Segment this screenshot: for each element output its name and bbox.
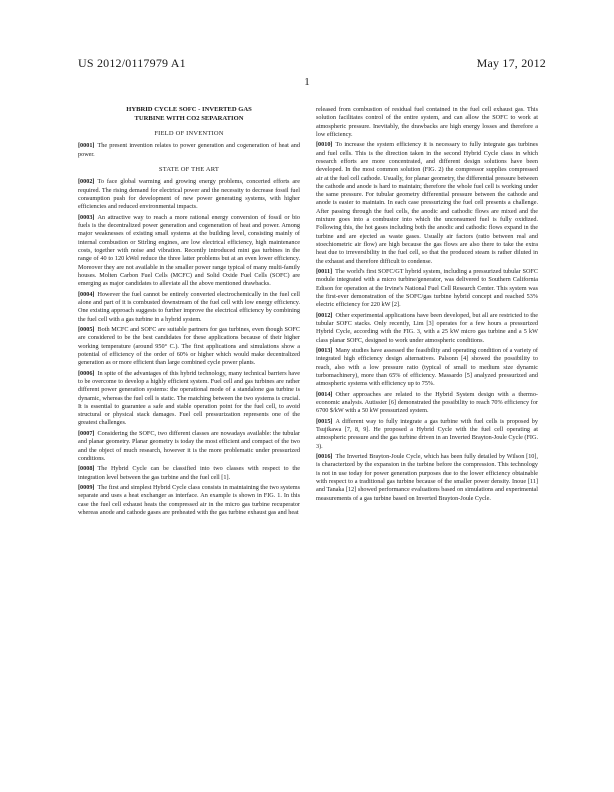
paragraph-0006 — [78, 370, 300, 428]
paragraph-text: In spite of the advantages of this hybrid technology, many technical barriers have to be overcome to develop a highly efficient system. Fuel cell and gas turbines are rather different power generation systems: the operational mode of a standalone gas turbine is dynamic, whereas the fuel cell is static. The matching between the two systems is crucial. It is essential to guarantee a safe and stable operation point for the fuel cell, to avoid structural or physical stack damages. Fuel cell pressurization represents one of the greatest challenges. — [78, 369, 300, 427]
paragraph-0011 — [316, 268, 538, 309]
paragraph-text: The Inverted Brayton-Joule Cycle, which has been fully detailed by Wilson [10], is characterized by the expansion in the turbine before the compression. This technology is not in use today for power generation purposes due to the lower efficiency obtainable with respect to a traditional gas turbine because of the smaller power density. Inoue [11] and Tanaka [12] showed performance evaluations based on simulations and experimental measurements of a gas turbine based on Inverted Brayton-Joule Cycle. — [316, 453, 538, 502]
paragraph-0002 — [78, 178, 300, 211]
paragraph-text: The Hybrid Cycle can be classified into two classes with respect to the integration level between the gas turbine and the fuel cell [1]. — [78, 465, 300, 481]
paragraph-text: However the fuel cannot be entirely converted electrochemically in the fuel cell alone and part of it is combusted downstream of the fuel cell with low energy efficiency. One existing approach suggests to further improve the electrical efficiency by combining the fuel cell with a gas turbine in a hybrid system. — [78, 290, 300, 323]
paragraph-text: A different way to fully integrate a gas turbine with fuel cells is proposed by Tsujikawa [7, 8, 9]. He proposed a Hybrid Cycle with the fuel cell operating at atmospheric pressure and the gas turbine driven in an Inverted Brayton-Joule Cycle (FIG. 3). — [316, 417, 538, 450]
document-title: HYBRID CYCLE SOFC - INVERTED GAS TURBINE WITH CO2 SEPARATION — [126, 106, 252, 122]
paragraph-number: [0016] — [316, 453, 333, 461]
paragraph-number: [0003] — [78, 213, 95, 221]
paragraph-number: [0015] — [316, 417, 333, 425]
paragraph-0008 — [78, 465, 300, 482]
left-column — [78, 106, 300, 519]
paragraph-0014 — [316, 391, 538, 416]
paragraph-number: [0007] — [78, 429, 95, 437]
paragraph-0009-continued: released from combustion of residual fuel contained in the fuel cell exhaust gas. This solution facilitates control of the entire system, and can allow the SOFC to work at atmospheric pressure. Inevitably, the drawbacks are high energy losses and therefore a low efficiency. — [316, 106, 538, 138]
paragraph-text: To increase the system efficiency it is necessary to fully integrate gas turbines and fuel cells. This is the direction taken in the second Hybrid Cycle class in which research efforts are more concentrated, and different design solutions have been developed. In the most common solution (FIG. 2) the compressor supplies compressed air at the fuel cell cathode. Usually, for planar geometry, the differential pressure between the cathode and anode is hard to maintain; therefore the whole fuel cell is working under the same pressure. For tubular geometry differential pressure between the cathode and anode is easier to maintain. In each case pressurizing the fuel cell presents a challenge. After passing through the fuel cells, the anodic and cathodic flows are mixed and the mixture goes into a combustor into which the unconsumed fuel is fully oxidized. Following this, the hot gases including both the anodic and cathodic flows expand in the turbine and are ejected as waste gases. Usually air factors (ratio between real and stoechiometric air flow) are high because the gas flows are also there to take the extra heat due to irreversibility in the fuel cell, so that the produced steam is rather diluted in the exhaust and therefore difficult to condense. — [316, 141, 538, 265]
publication-date: May 17, 2012 — [476, 56, 546, 70]
paragraph-0004 — [78, 291, 300, 324]
paragraph-number: [0004] — [78, 290, 95, 298]
paragraph-text: Many studies have assessed the feasibility and operating condition of a variety of integrated high efficiency design alternatives. Palsonn [4] showed the possibility to reach, also with a low pressure ratio (typical of small to medium size dynamic turbomachinery), more than 65% of efficiency. Massardo [5] analyzed pressurized and atmospheric systems with efficiency up to 75%. — [316, 347, 538, 388]
paragraph-0013 — [316, 347, 538, 388]
paragraph-number: [0008] — [78, 465, 95, 473]
paragraph-text: The world's first SOFC/GT hybrid system, including a pressurized tubular SOFC module integrated with a micro turbine/generator, was delivered to Southern California Edison for operation at the Irvine's National Fuel Cell Research Center. This system was the first-ever demonstration of the SOFC/gas turbine hybrid concept and reached 53% electric efficiency for 220 kW [2]. — [316, 268, 538, 309]
paragraph-0009 — [78, 484, 300, 517]
paragraph-number: [0010] — [316, 141, 333, 149]
paragraph-text: The present invention relates to power generation and cogeneration of heat and power. — [78, 142, 300, 158]
right-column — [316, 106, 538, 505]
paragraph-0005 — [78, 326, 300, 367]
paragraph-text: Considering the SOFC, two different classes are nowadays available: the tubular and planar geometry. Planar geometry is today the most efficient and compact of the two and the object of much research, however it is the more problematic under pressurized conditions. — [78, 429, 300, 462]
paragraph-number: [0005] — [78, 325, 95, 333]
paragraph-0001 — [78, 142, 300, 159]
paragraph-0010 — [316, 141, 538, 265]
paragraph-0015 — [316, 418, 538, 451]
paragraph-text: An attractive way to reach a more rational energy conversion of fossil or bio fuels is the decentralized power generation and cogeneration of heat and power. Among major weaknesses of existing small systems at the building level, consisting mainly of internal combustion or Stirling engines, are low electrical efficiency, high maintenance costs, together with noise and vibration. Recently introduced mini gas turbines in the range of 40 to 120 kWel reduce the three latter problems but at an even lower efficiency. Moreover they are not available in the smaller power range typical of many multi-family houses. Molten Carbon Fuel Cells (MCFC) and Solid Oxide Fuel Cells (SOFC) are emerging as major candidates to alleviate all the above mentioned drawbacks. — [78, 213, 300, 288]
page-number: 1 — [304, 76, 310, 88]
paragraph-text: Other experimental applications have been developed, but all are restricted to the tubular SOFC stacks. Only recently, Lim [3] operates for a few hours a pressurized Hybrid Cycle, according with the FIG. 3, with a 25 kW micro gas turbine and a 5 kW class planar SOFC, designed to work under atmospheric conditions. — [316, 311, 538, 344]
paragraph-number: [0011] — [316, 268, 333, 276]
paragraph-number: [0006] — [78, 369, 95, 377]
paragraph-0016 — [316, 453, 538, 503]
paragraph-number: [0009] — [78, 484, 95, 492]
paragraph-number: [0001] — [78, 142, 95, 150]
paragraph-number: [0012] — [316, 311, 333, 319]
paragraph-text: Both MCFC and SOFC are suitable partners for gas turbines, even though SOFC are considered to be the best candidates for these applications because of their higher working temperature (around 950° C.). The first applications and simulations show a potential of efficiency of the order of 60% or higher which would make decentralized generation as or more efficient than large combined cycle power plants. — [78, 325, 300, 367]
paragraph-number: [0002] — [78, 178, 95, 186]
heading-state-of-the-art: STATE OF THE ART — [158, 166, 220, 174]
paragraph-text: Other approaches are related to the Hybrid System design with a thermo-economic analysis. Autissier [6] demonstrated the possibility to reach 70% efficiency for 6700 $/kW with a 50 kW pressurized system. — [316, 390, 538, 415]
paragraph-text: To face global warming and growing energy problems, concerted efforts are required. The rising demand for electrical power and the necessity to decrease fossil fuel consumption push for development of new power generating systems, with higher efficiencies and reduced environmental impacts. — [78, 178, 300, 211]
publication-number: US 2012/0117979 A1 — [78, 56, 186, 70]
paragraph-text: The first and simplest Hybrid Cycle class consists in maintaining the two systems separate and uses a heat exchanger as interface. An example is shown in FIG. 1. In this case the fuel cell exhaust heats the compressed air in the micro gas turbine recuperator whereas anode and cathode gases are preheated with the gas turbine exhaust gas and heat — [78, 484, 300, 516]
paragraph-0012 — [316, 312, 538, 345]
heading-field-of-invention: FIELD OF INVENTION — [154, 130, 224, 138]
paragraph-number: [0013] — [316, 347, 333, 355]
paragraph-0003 — [78, 214, 300, 289]
paragraph-0007 — [78, 430, 300, 463]
paragraph-number: [0014] — [316, 390, 333, 398]
